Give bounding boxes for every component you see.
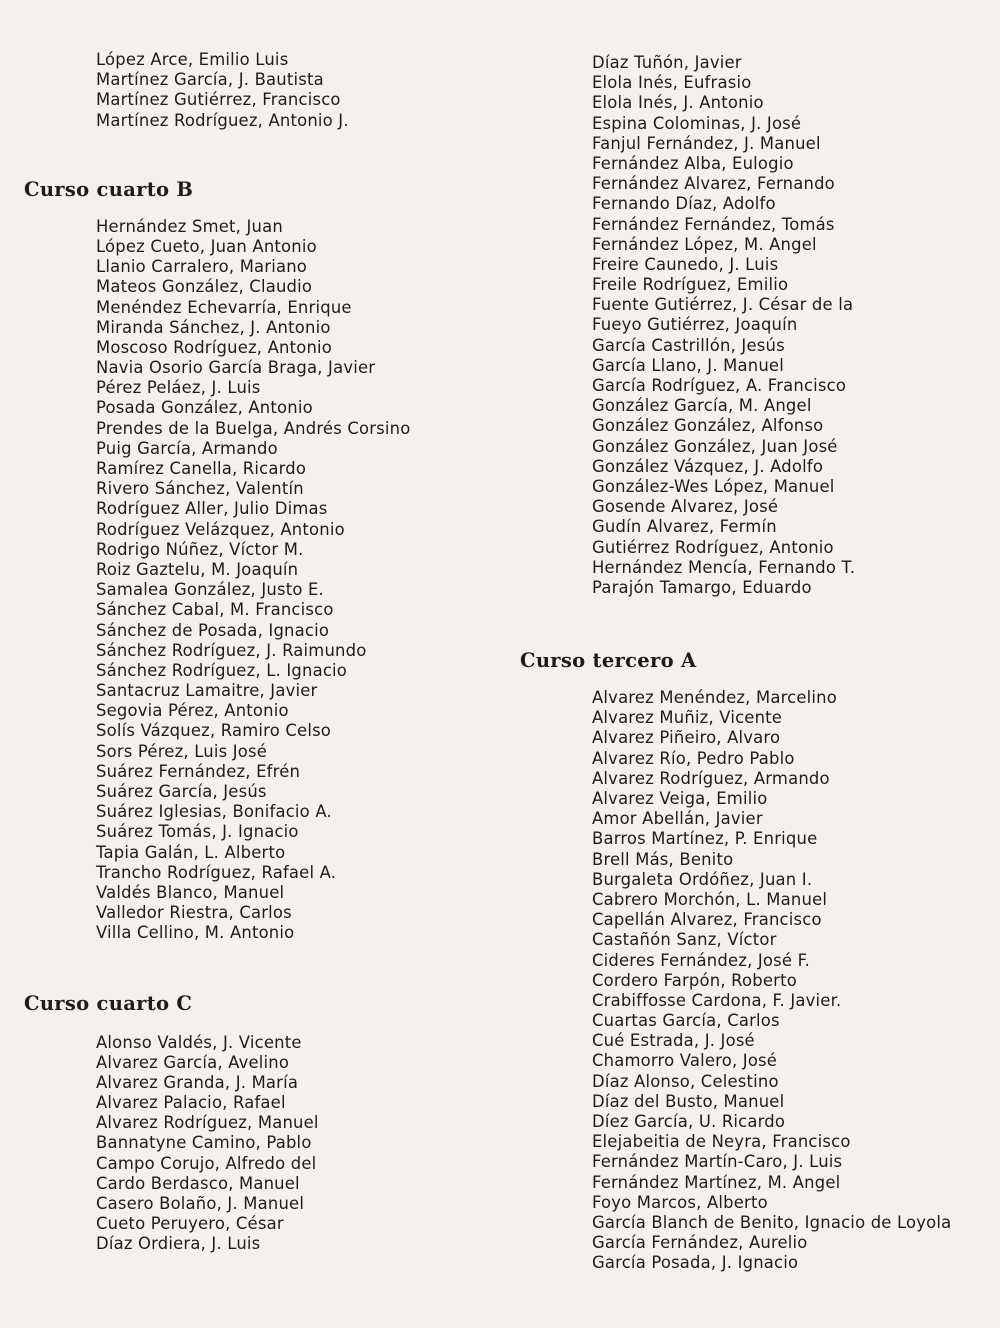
list-item: Cideres Fernández, José F. bbox=[592, 950, 810, 970]
list-item: Rodríguez Velázquez, Antonio bbox=[96, 519, 345, 539]
list-item: Alvarez Menéndez, Marcelino bbox=[592, 688, 837, 708]
list-item: Valdés Blanco, Manuel bbox=[96, 882, 285, 902]
list-item: Villa Cellino, M. Antonio bbox=[96, 923, 295, 943]
list-item: García Rodríguez, A. Francisco bbox=[592, 376, 847, 395]
list-item: Rivero Sánchez, Valentín bbox=[96, 479, 304, 499]
list-item: Fernando Díaz, Adolfo bbox=[592, 194, 776, 214]
list-item: Alvarez Granda, J. María bbox=[96, 1072, 299, 1092]
list-item: Gudín Alvarez, Fermín bbox=[592, 517, 777, 537]
list-item: Solís Vázquez, Ramiro Celso bbox=[96, 721, 332, 741]
list-item: Roiz Gaztelu, M. Joaquín bbox=[96, 559, 299, 579]
list-item: Tapia Galán, L. Alberto bbox=[96, 842, 286, 862]
right-column bbox=[520, 50, 990, 1274]
section-heading: Curso cuarto C bbox=[24, 991, 193, 1015]
list-item: Elejabeitia de Neyra, Francisco bbox=[592, 1132, 851, 1152]
list-item: Prendes de la Buelga, Andrés Corsino bbox=[96, 418, 411, 438]
list-item: González González, Juan José bbox=[592, 436, 838, 456]
list-item: Parajón Tamargo, Eduardo bbox=[592, 577, 812, 597]
list-item: Puig García, Armando bbox=[96, 438, 278, 458]
list-item: Cabrero Morchón, L. Manuel bbox=[592, 889, 828, 909]
list-item: Menéndez Echevarría, Enrique bbox=[96, 297, 352, 317]
list-item: Cueto Peruyero, César bbox=[96, 1214, 284, 1234]
list-item: García Castrillón, Jesús bbox=[592, 335, 785, 355]
list-item: Sánchez Rodríguez, L. Ignacio bbox=[96, 660, 348, 680]
list-item: Sors Pérez, Luis José bbox=[96, 741, 268, 761]
name-list bbox=[24, 1033, 484, 1255]
list-item: Samalea González, Justo E. bbox=[96, 580, 324, 600]
list-item: Martínez Rodríguez, Antonio J. bbox=[96, 110, 349, 130]
list-item: López Cueto, Juan Antonio bbox=[96, 236, 317, 256]
list-item: Castañón Sanz, Víctor bbox=[592, 930, 777, 950]
list-item: Alvarez Rodríguez, Armando bbox=[592, 768, 830, 788]
list-item: Suárez Iglesias, Bonifacio A. bbox=[96, 802, 332, 822]
section-heading: Curso cuarto B bbox=[24, 177, 194, 201]
list-item: Gosende Alvarez, José bbox=[592, 497, 779, 517]
list-item: Santacruz Lamaitre, Javier bbox=[96, 681, 318, 701]
list-item: Fernández Martínez, M. Angel bbox=[592, 1172, 841, 1192]
list-item: Trancho Rodríguez, Rafael A. bbox=[96, 862, 337, 882]
list-item: Alvarez García, Avelino bbox=[96, 1052, 290, 1072]
list-item: Espina Colominas, J. José bbox=[592, 113, 802, 133]
list-item: Rodrigo Núñez, Víctor M. bbox=[96, 539, 304, 559]
name-list bbox=[520, 53, 990, 598]
list-item: García Llano, J. Manuel bbox=[592, 355, 784, 375]
list-item: Fueyo Gutiérrez, Joaquín bbox=[592, 315, 798, 335]
list-item: Ramírez Canella, Ricardo bbox=[96, 459, 307, 478]
list-item: López Arce, Emilio Luis bbox=[96, 50, 289, 69]
list-item: Sánchez de Posada, Ignacio bbox=[96, 620, 330, 640]
left-column bbox=[24, 50, 484, 1255]
list-item: Elola Inés, J. Antonio bbox=[592, 93, 764, 113]
list-item: García Posada, J. Ignacio bbox=[592, 1253, 799, 1273]
list-item: Elola Inés, Eufrasio bbox=[592, 73, 752, 93]
list-item: Foyo Marcos, Alberto bbox=[592, 1192, 768, 1212]
list-item: Fuente Gutiérrez, J. César de la bbox=[592, 295, 854, 315]
list-item: Martínez García, J. Bautista bbox=[96, 70, 324, 90]
list-item: Alvarez Río, Pedro Pablo bbox=[592, 748, 795, 768]
list-item: Segovia Pérez, Antonio bbox=[96, 701, 289, 721]
list-item: Alvarez Rodríguez, Manuel bbox=[96, 1113, 319, 1133]
list-item: Díaz Alonso, Celestino bbox=[592, 1071, 779, 1091]
list-item: Alvarez Piñeiro, Alvaro bbox=[592, 728, 781, 748]
list-item: Brell Más, Benito bbox=[592, 849, 734, 869]
list-item: Miranda Sánchez, J. Antonio bbox=[96, 317, 331, 337]
list-item: González-Wes López, Manuel bbox=[592, 476, 835, 496]
list-item: Freire Caunedo, J. Luis bbox=[592, 254, 779, 274]
list-item: Alvarez Muñiz, Vicente bbox=[592, 708, 783, 728]
list-item: Llanio Carralero, Mariano bbox=[96, 257, 308, 277]
list-item: González García, M. Angel bbox=[592, 396, 812, 416]
name-list bbox=[24, 50, 484, 131]
list-item: Suárez Tomás, J. Ignacio bbox=[96, 822, 299, 842]
list-item: Posada González, Antonio bbox=[96, 398, 313, 418]
list-item: Fernández Fernández, Tomás bbox=[592, 214, 835, 234]
name-list bbox=[24, 217, 484, 944]
list-item: González Vázquez, J. Adolfo bbox=[592, 456, 824, 476]
list-item: Díez García, U. Ricardo bbox=[592, 1112, 786, 1131]
list-item: Cordero Farpón, Roberto bbox=[592, 970, 797, 990]
list-item: Valledor Riestra, Carlos bbox=[96, 903, 292, 923]
list-item: Crabiffosse Cardona, F. Javier. bbox=[592, 990, 842, 1010]
list-item: Mateos González, Claudio bbox=[96, 277, 313, 297]
list-item: Campo Corujo, Alfredo del bbox=[96, 1153, 317, 1173]
list-item: Hernández Smet, Juan bbox=[96, 216, 283, 236]
list-item: Díaz Ordiera, J. Luis bbox=[96, 1234, 261, 1254]
list-item: Díaz del Busto, Manuel bbox=[592, 1091, 785, 1111]
list-item: Capellán Alvarez, Francisco bbox=[592, 910, 822, 930]
list-item: Alonso Valdés, J. Vicente bbox=[96, 1032, 302, 1052]
list-item: Casero Bolaño, J. Manuel bbox=[96, 1194, 305, 1213]
list-item: Sánchez Rodríguez, J. Raimundo bbox=[96, 640, 367, 660]
list-item: Suárez Fernández, Efrén bbox=[96, 761, 301, 781]
list-item: Freile Rodríguez, Emilio bbox=[592, 275, 789, 295]
section-heading: Curso tercero A bbox=[520, 649, 697, 673]
list-item: Cardo Berdasco, Manuel bbox=[96, 1173, 300, 1193]
list-item: Gutiérrez Rodríguez, Antonio bbox=[592, 537, 834, 557]
list-item: Fernández Alba, Eulogio bbox=[592, 153, 794, 173]
list-item: Rodríguez Aller, Julio Dimas bbox=[96, 499, 328, 519]
list-item: Martínez Gutiérrez, Francisco bbox=[96, 90, 341, 110]
list-item: Díaz Tuñón, Javier bbox=[592, 53, 742, 72]
list-item: García Blanch de Benito, Ignacio de Loyola bbox=[592, 1212, 952, 1232]
list-item: Cuartas García, Carlos bbox=[592, 1011, 780, 1031]
list-item: Fanjul Fernández, J. Manuel bbox=[592, 133, 821, 153]
list-item: González González, Alfonso bbox=[592, 416, 824, 436]
list-item: Burgaleta Ordóñez, Juan I. bbox=[592, 869, 813, 889]
list-item: Pérez Peláez, J. Luis bbox=[96, 378, 261, 398]
list-item: Fernández Martín-Caro, J. Luis bbox=[592, 1152, 843, 1172]
list-item: García Fernández, Aurelio bbox=[592, 1233, 808, 1253]
list-item: Barros Martínez, P. Enrique bbox=[592, 829, 818, 849]
list-item: Sánchez Cabal, M. Francisco bbox=[96, 600, 334, 620]
list-item: Suárez García, Jesús bbox=[96, 782, 267, 801]
list-item: Alvarez Palacio, Rafael bbox=[96, 1093, 286, 1113]
list-item: Navia Osorio García Braga, Javier bbox=[96, 358, 376, 378]
list-item: Fernández López, M. Angel bbox=[592, 234, 817, 254]
list-item: Bannatyne Camino, Pablo bbox=[96, 1133, 312, 1153]
list-item: Moscoso Rodríguez, Antonio bbox=[96, 337, 333, 357]
list-item: Alvarez Veiga, Emilio bbox=[592, 789, 768, 808]
list-item: Hernández Mencía, Fernando T. bbox=[592, 557, 856, 577]
list-item: Amor Abellán, Javier bbox=[592, 809, 763, 829]
list-item: Fernández Alvarez, Fernando bbox=[592, 174, 835, 194]
name-list bbox=[520, 688, 990, 1273]
list-item: Cué Estrada, J. José bbox=[592, 1031, 755, 1051]
list-item: Chamorro Valero, José bbox=[592, 1051, 778, 1071]
